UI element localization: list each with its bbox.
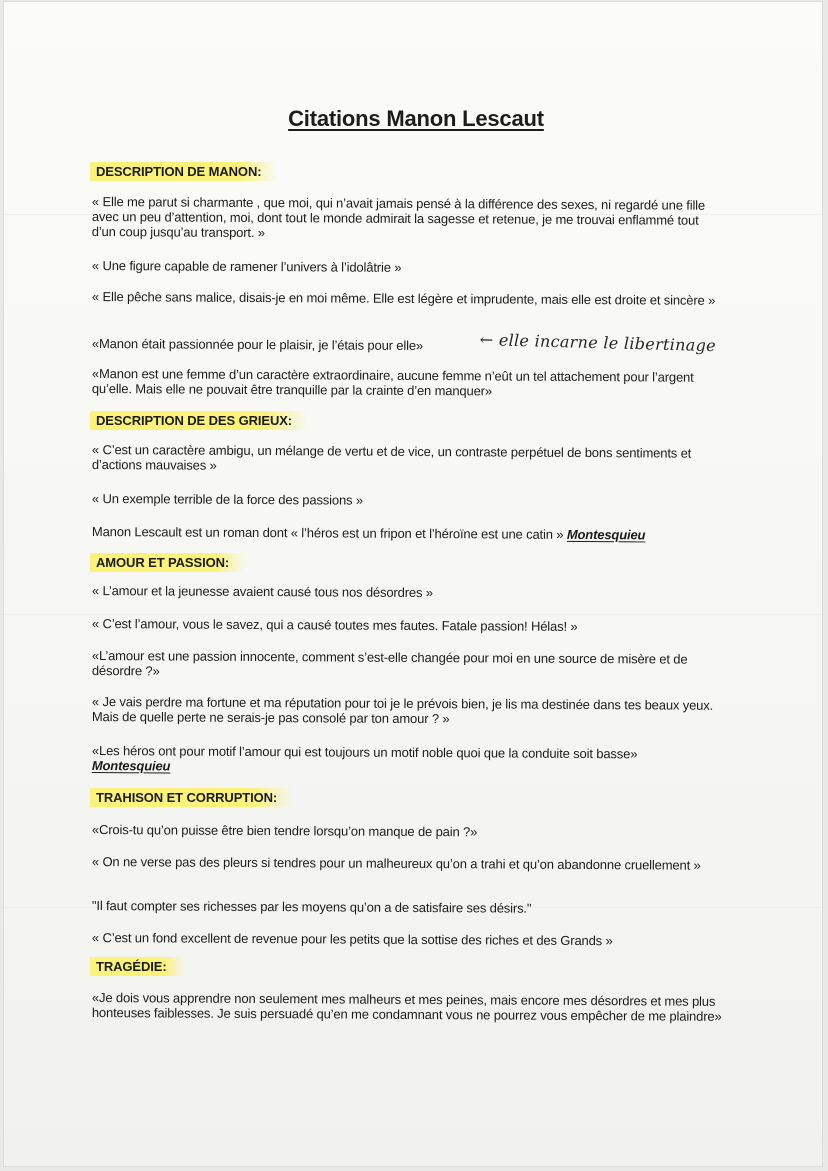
quote-author: Montesquieu bbox=[91, 757, 171, 774]
quote-amour-1: « L’amour et la jeunesse avaient causé tous nos désordres » bbox=[91, 583, 433, 601]
document-title: Citations Manon Lescaut bbox=[288, 106, 544, 131]
quote-desgrieux-3 bbox=[92, 524, 722, 543]
quote-trahison-3: "Il faut compter ses richesses par les moyens qu’on a de satisfaire ses désirs." bbox=[91, 898, 532, 916]
quote-amour-3: «L’amour est une passion innocente, comment s’est-elle changée pour moi en une source de misère et de désordre ?» bbox=[91, 648, 688, 679]
section-heading-desgrieux: DESCRIPTION DE DES GRIEUX: bbox=[90, 411, 308, 430]
quote-trahison-4: « C’est un fond excellent de revenue pour les petits que la sottise des riches et des Grands » bbox=[91, 930, 613, 949]
quote-amour-5 bbox=[92, 743, 722, 777]
quote-desgrieux-2: « Un exemple terrible de la force des passions » bbox=[91, 491, 364, 508]
quote-text: «Les héros ont pour motif l’amour qui est toujours un motif noble quoi que la conduite soit basse» bbox=[91, 743, 638, 762]
document-page bbox=[4, 2, 822, 1166]
quote-trahison-2: « On ne verse pas des pleurs si tendres pour un malheureux qu’on a trahi et qu’on abandonne cruellement » bbox=[91, 854, 701, 873]
quote-amour-2: « C’est l’amour, vous le savez, qui a causé toutes mes fautes. Fatale passion! Hélas! » bbox=[91, 616, 578, 634]
quote-trahison-1: «Crois-tu qu’on puisse être bien tendre lorsqu’on manque de pain ?» bbox=[91, 822, 478, 840]
quote-amour-4: « Je vais perdre ma fortune et ma réputation pour toi je le prévois bien, je lis ma destinée dans tes beaux yeux. Mais de quelle perte ne serais-je pas consolé par ton amour ? » bbox=[91, 694, 714, 727]
quote-manon-1: « Elle me parut si charmante , que moi, qui n’avait jamais pensé à la différence des sexes, ni regardé une fille avec un peu d’attention, moi, dont tout le monde admirait la sagesse et retenue, je me trouvai enflammé tout d’un coup jusqu’au transport. » bbox=[91, 194, 706, 241]
quote-manon-4: «Manon était passionnée pour le plaisir, je l’étais pour elle» bbox=[91, 336, 424, 354]
handwritten-annotation: ← elle incarne le libertinage bbox=[479, 330, 717, 356]
section-heading-amour: AMOUR ET PASSION: bbox=[90, 553, 245, 572]
quote-manon-2: « Une figure capable de ramener l’univers à l’idolâtrie » bbox=[91, 258, 402, 275]
quote-author: Montesquieu bbox=[566, 526, 646, 543]
section-heading-trahison: TRAHISON ET CORRUPTION: bbox=[90, 788, 293, 807]
quote-manon-3: « Elle pêche sans malice, disais-je en moi même. Elle est légère et imprudente, mais elle est droite et sincère » bbox=[91, 289, 716, 308]
quote-desgrieux-1: « C’est un caractère ambigu, un mélange de vertu et de vice, un contraste perpétuel de bons sentiments et d’actions mauvaises » bbox=[91, 442, 692, 473]
quote-manon-5: «Manon est une femme d’un caractère extraordinaire, aucune femme n’eût un tel attachement pour l’argent qu’elle. Mais elle ne pouvait être tranquille par la crainte d’en manquer» bbox=[91, 366, 694, 399]
quote-text: Manon Lescault est un roman dont « l’héros est un fripon et l’héroïne est une catin » bbox=[91, 524, 564, 542]
quote-tragedie-1: «Je dois vous apprendre non seulement mes malheurs et mes peines, mais encore mes désordres et mes plus honteuses faiblesses. Je suis persuadé qu’en me condamnant vous ne pourrez vous empêcher de me plaindre» bbox=[91, 990, 722, 1024]
section-heading-manon: DESCRIPTION DE MANON: bbox=[90, 162, 277, 181]
paper-crease bbox=[4, 614, 822, 615]
section-heading-tragedie: TRAGÉDIE: bbox=[90, 957, 183, 976]
